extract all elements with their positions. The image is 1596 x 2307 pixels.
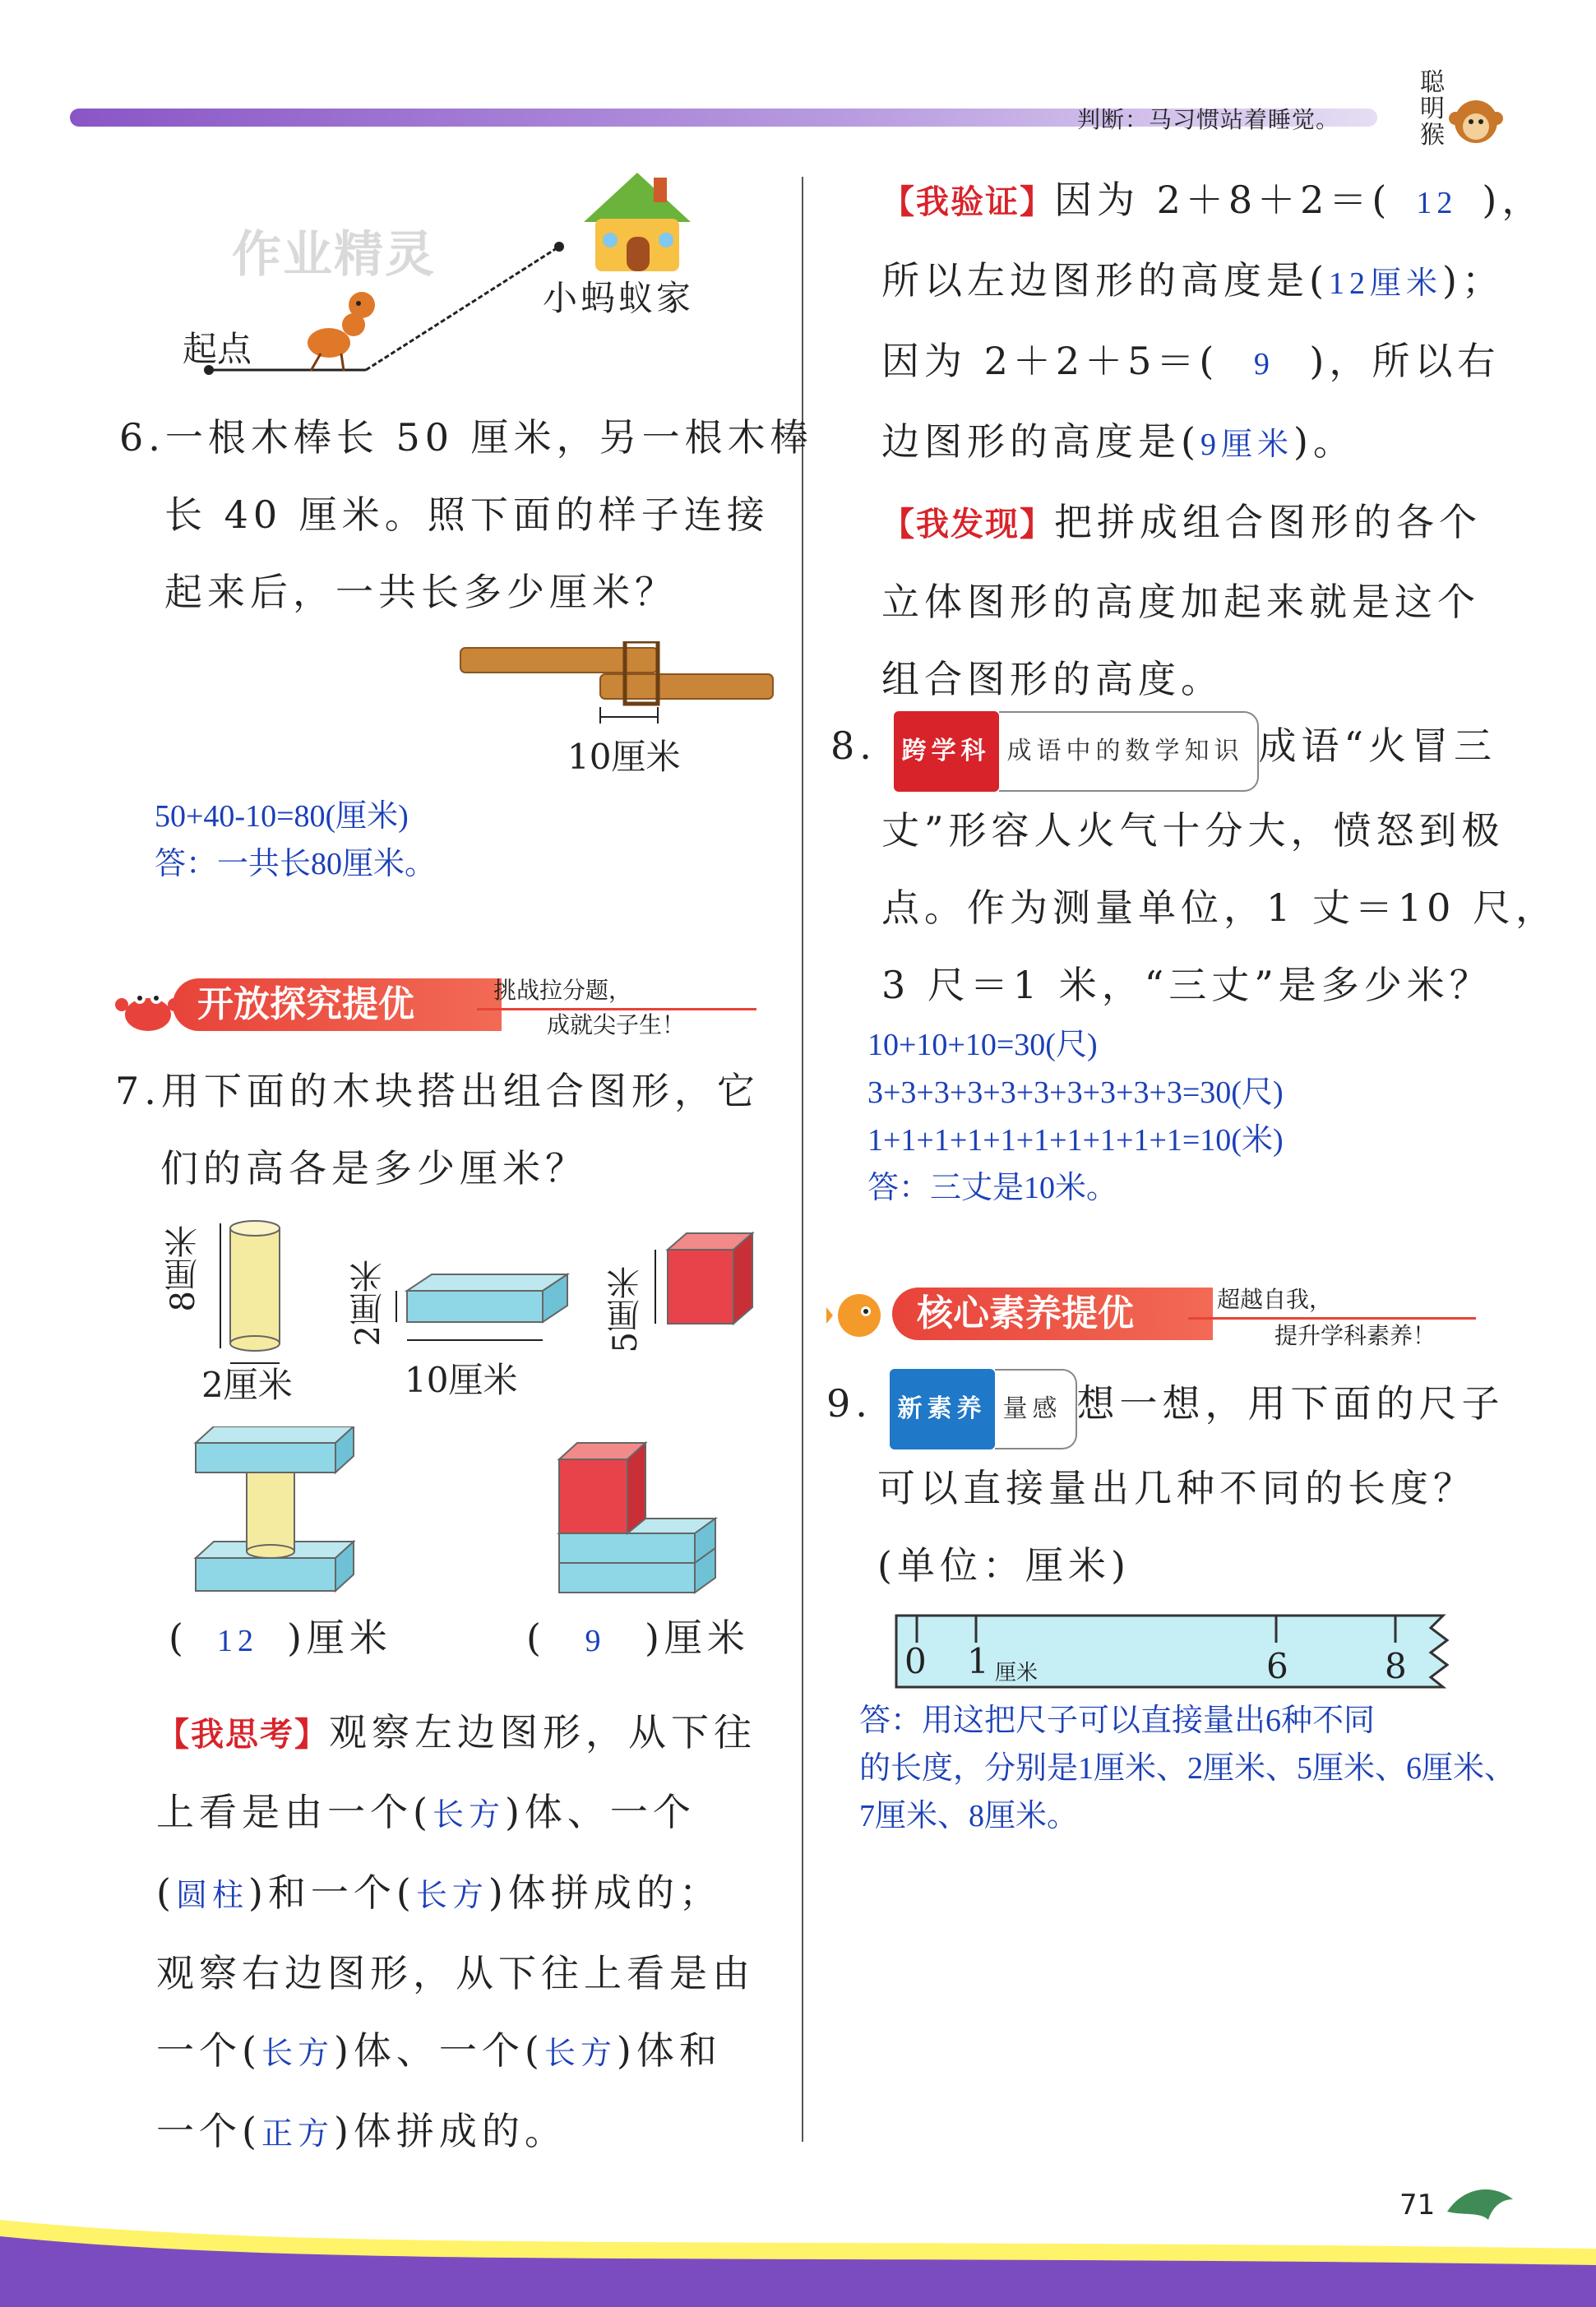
banner-core-literacy: 核心素养提优 bbox=[892, 1288, 1213, 1340]
q8-pill-sub: 成语中的数学知识 bbox=[999, 711, 1259, 792]
q6-answer: 50+40-10=80(厘米) 答：一共长80厘米。 bbox=[155, 799, 437, 881]
wooden-sticks-figure bbox=[456, 641, 777, 732]
ruler-unit: 厘米 bbox=[995, 1661, 1039, 1685]
start-label: 起点 bbox=[183, 329, 252, 369]
cylinder-block bbox=[220, 1221, 280, 1363]
combined-left bbox=[196, 1426, 354, 1591]
crab-icon bbox=[115, 980, 181, 1038]
think-block: 【我思考】观察左边图形，从下往 上看是由一个(长方)体、一个 (圆柱)和一个(长方)体拼成的； 观察右边图形，从下往上看是由 一个(长方)体、一个(长方)体和 一个(正方)体拼成的。 bbox=[156, 1710, 756, 2153]
q7-left-answer: 12 bbox=[216, 1624, 258, 1658]
q8-answer: 10+10+10=30(尺) 3+3+3+3+3+3+3+3+3+3=30(尺) 1+1+1+1+1+1+1+1+1+1=10(米) 答：三丈是10米。 bbox=[867, 1028, 1284, 1205]
pufferfish-icon bbox=[826, 1287, 892, 1344]
ruler-tick-8: 8 bbox=[1385, 1646, 1407, 1686]
q7-right-answer-line: ( 9 )厘米 bbox=[526, 1613, 750, 1666]
banner-line-2 bbox=[1188, 1317, 1476, 1320]
q8-text: 8. 跨学科 成语中的数学知识 成语“火冒三 丈”形容人火气十分大，愤怒到极 点。作为测量单位，1 丈＝10 尺， 3 尺＝1 米，“三丈”是多少米？ bbox=[830, 707, 1558, 1024]
watermark: 作业精灵 bbox=[232, 226, 436, 284]
cube-height-label: 5厘米 bbox=[607, 1266, 645, 1353]
think-tag: 【我思考】 bbox=[156, 1716, 329, 1754]
q8-pill: 跨学科 bbox=[894, 711, 999, 792]
header-tip: 判断：马习惯站着睡觉。 bbox=[1077, 106, 1340, 133]
footer-wave bbox=[0, 2220, 1596, 2307]
cyl-height-label: 8厘米 bbox=[164, 1225, 202, 1312]
banner1-sub1: 挑战拉分题， bbox=[493, 977, 632, 1004]
banner2-sub2: 提升学科素养！ bbox=[1274, 1322, 1436, 1349]
slab-block bbox=[396, 1274, 567, 1340]
overlap-label: 10厘米 bbox=[567, 737, 681, 777]
q6-text: 6.一根木棒长 50 厘米，另一根木棒 长 40 厘米。照下面的样子连接 起来后，一共长多少厘米？ bbox=[119, 415, 813, 614]
q9-text: 9. 新素养 量感 想一想，用下面的尺子 可以直接量出几种不同的长度？ (单位：厘米) bbox=[826, 1365, 1505, 1604]
slab-height-label: 2厘米 bbox=[349, 1260, 387, 1347]
brand-logo: 聪 明 猴 bbox=[1420, 68, 1445, 150]
discover-tag: 【我发现】 bbox=[881, 506, 1054, 543]
q7-left-answer-line: ( 12 )厘米 bbox=[169, 1613, 392, 1666]
banner2-sub1: 超越自我， bbox=[1217, 1286, 1333, 1313]
banner-open-explore: 开放探究提优 bbox=[173, 978, 502, 1031]
verify-block: 【我验证】因为 2＋8＋2＝( 12 )， 所以左边图形的高度是(12厘米)； 因为 2＋2＋5＝( 9 )，所以右 边图形的高度是(9厘米)。 【我发现】把拼成组合图形的各个 立体图形的高度加起来就是这个 组合图形的高度。 bbox=[881, 178, 1545, 701]
q9-answer: 答：用这把尺子可以直接量出6种不同 的长度，分别是1厘米、2厘米、5厘米、6厘米、 7厘米、8厘米。 bbox=[859, 1704, 1516, 1833]
page-number: 71 bbox=[1399, 2189, 1436, 2221]
cube-block bbox=[655, 1233, 752, 1324]
q7-right-answer: 9 bbox=[585, 1624, 606, 1658]
combined-figures bbox=[189, 1426, 765, 1611]
house-icon bbox=[584, 173, 691, 271]
ruler-tick-1: 1 bbox=[967, 1641, 989, 1681]
home-label: 小蚂蚁家 bbox=[543, 278, 695, 318]
ant-icon bbox=[308, 292, 375, 371]
ruler-tick-0: 0 bbox=[904, 1641, 927, 1681]
q7-text: 7.用下面的木块搭出组合图形，它 们的高各是多少厘米？ bbox=[115, 1069, 760, 1190]
slab-width-label: 10厘米 bbox=[405, 1360, 518, 1400]
banner1-sub2: 成就尖子生！ bbox=[547, 1011, 686, 1038]
cyl-width-label: 2厘米 bbox=[201, 1365, 293, 1405]
q9-pill: 新素养 bbox=[890, 1369, 995, 1449]
q9-pill-sub: 量感 bbox=[995, 1369, 1077, 1449]
verify-tag: 【我验证】 bbox=[881, 183, 1054, 221]
combined-right bbox=[559, 1443, 715, 1593]
ruler-tick-6: 6 bbox=[1266, 1646, 1288, 1686]
monkey-icon bbox=[1447, 90, 1505, 156]
